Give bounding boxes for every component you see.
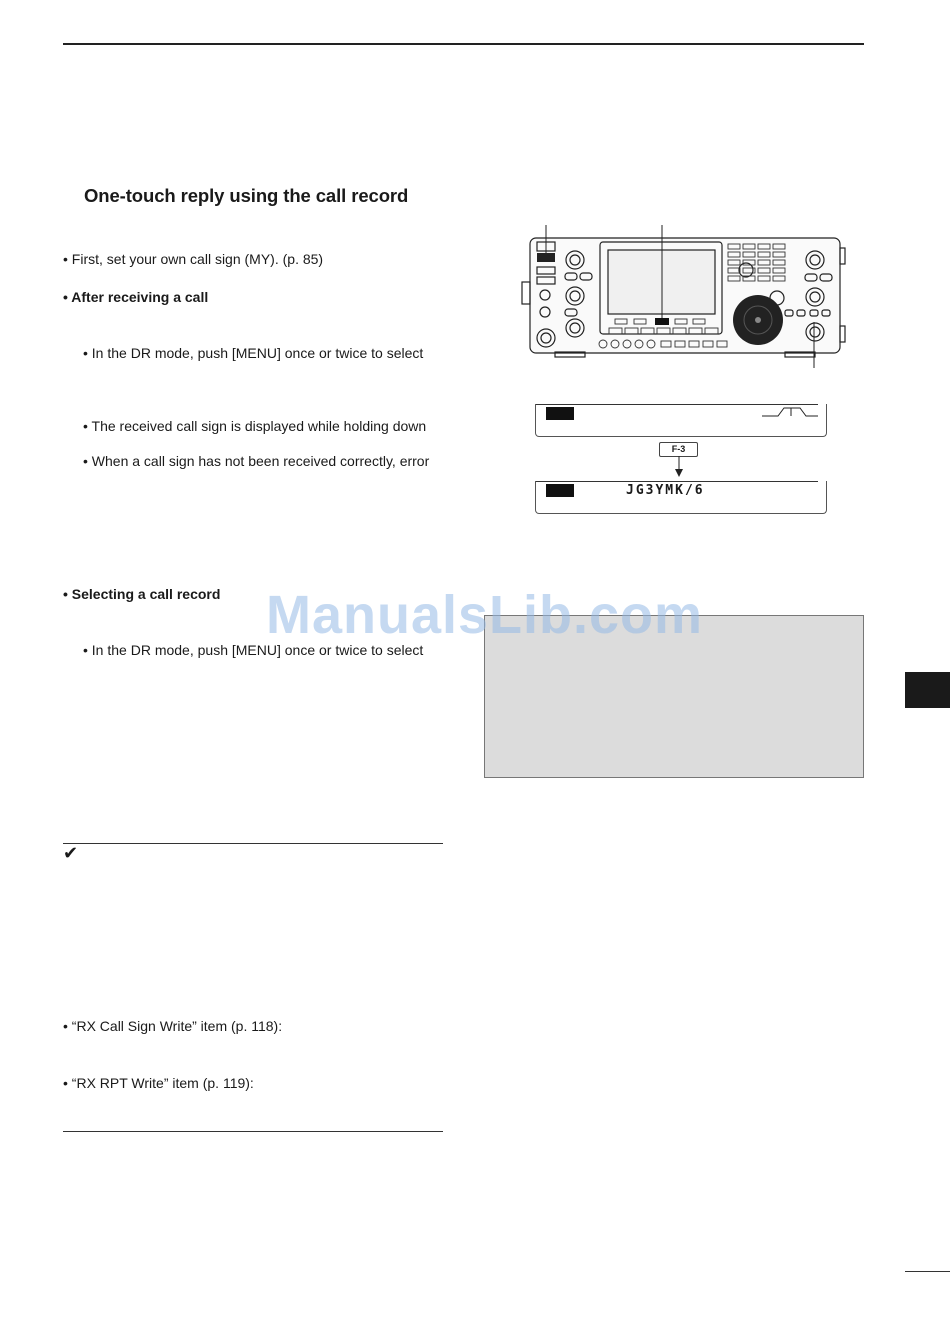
bullet-dr-mode-1: • In the DR mode, push [MENU] once or twice to select (83, 345, 424, 361)
lcd-display-after (535, 481, 827, 514)
note-top-rule (63, 843, 443, 844)
section-heading: One-touch reply using the call record (84, 185, 409, 206)
top-rule (63, 43, 864, 45)
bullet-first: • First, set your own call sign (MY). (p. 85) (63, 251, 324, 267)
filter-shape-icon (760, 404, 820, 418)
transceiver-illustration (515, 220, 855, 370)
bullet-rx-call-sign: • “RX Call Sign Write” item (p. 118): (63, 1018, 283, 1034)
watermark: ManualsLib.com (266, 585, 704, 645)
down-arrow-icon (673, 456, 685, 478)
f3-key: F-3 (659, 442, 698, 457)
check-icon: ✔ (63, 843, 79, 863)
lcd-indicator (546, 484, 574, 497)
bullet-dr-mode-2: • In the DR mode, push [MENU] once or twice to select (83, 642, 424, 658)
bullet-error: • When a call sign has not been received correctly, error (83, 453, 430, 469)
lcd-divider (536, 481, 818, 482)
lcd-indicator (546, 407, 574, 420)
page-number-rule (905, 1271, 950, 1272)
note-bottom-rule (63, 1131, 443, 1132)
section-tab-marker (905, 672, 950, 708)
received-callsign: JG3YMK/6 (626, 483, 705, 498)
bullet-rx-rpt: • “RX RPT Write” item (p. 119): (63, 1075, 254, 1091)
bullet-received-displayed: • The received call sign is displayed while holding down (83, 418, 427, 434)
lcd-display-before (535, 404, 827, 437)
bullet-selecting: • Selecting a call record (63, 586, 221, 602)
bullet-after-receiving: • After receiving a call (63, 289, 209, 305)
